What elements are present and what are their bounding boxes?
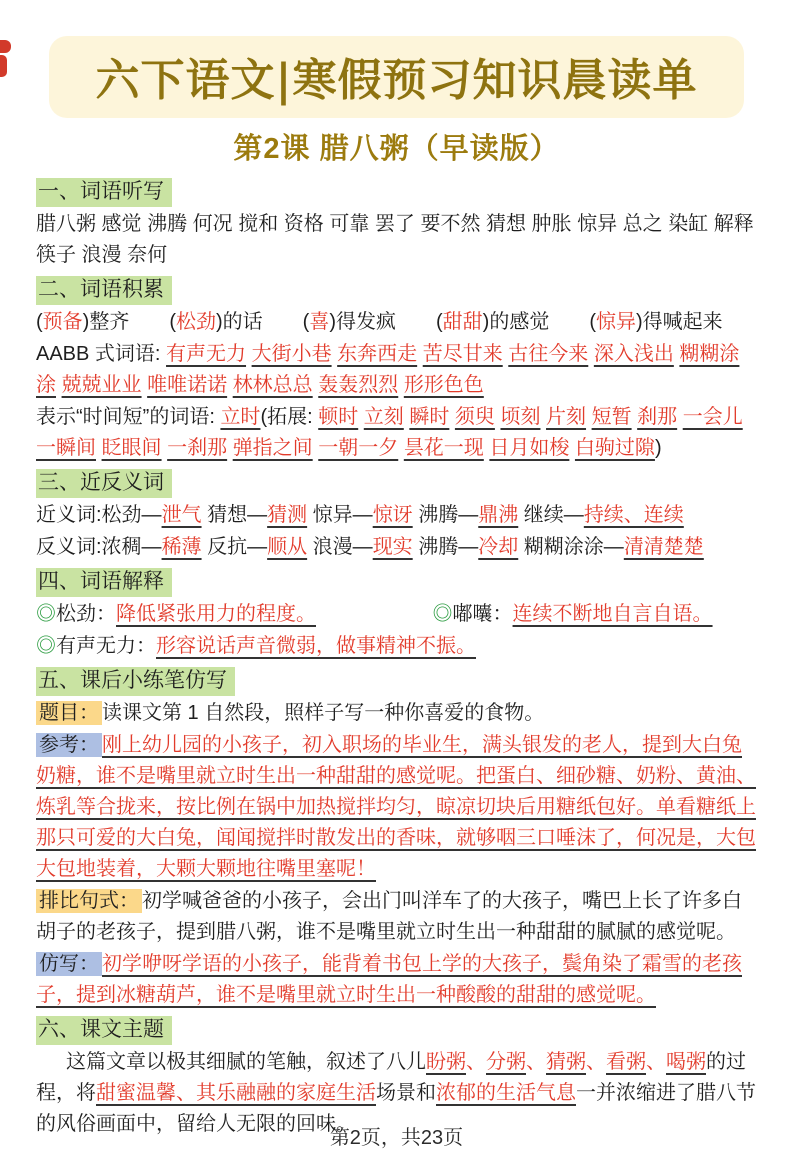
text-run: )得发疯 (: [329, 311, 443, 333]
red-underlined-term: 眨眼间: [101, 437, 162, 459]
red-underlined-term: 立刻: [363, 406, 404, 428]
text-run: 读课文第 1 自然段，照样子写一种你喜爱的食物。: [102, 702, 545, 724]
text-run: 腊八粥 感觉 沸腾 何况 搅和 资格 可靠 罢了 要不然 猜想 肿胀 惊异 总之 染缸 解释 筷子 浪漫 奈何: [36, 213, 754, 266]
red-underlined-term: 稀薄: [161, 536, 202, 558]
red-underlined-term: 白驹过隙: [574, 437, 655, 459]
text-run: 近义词:松劲—: [36, 504, 162, 526]
text-line: [36, 730, 757, 885]
red-text: 惊异: [595, 311, 636, 333]
red-underlined-term: 猜粥: [546, 1051, 586, 1073]
section-writing-practice: [36, 666, 757, 1011]
red-underlined-term: 形形色色: [403, 374, 484, 396]
red-underlined-term: 一会儿: [682, 406, 743, 428]
text-run: ): [654, 437, 662, 459]
text-run: 沸腾—: [412, 504, 479, 526]
section-heading: 五、课后小练笔仿写: [36, 667, 235, 696]
red-underlined-term: 有声无力: [166, 343, 247, 365]
definition-column: [36, 599, 433, 630]
red-underlined-term: 分粥: [486, 1051, 526, 1073]
red-underlined-term: 连续不断地自言自语。: [512, 603, 713, 625]
section-word-dictation: [36, 177, 757, 271]
red-underlined-term: 一瞬间: [36, 437, 96, 459]
red-underlined-term: 林林总总: [232, 374, 313, 396]
text-line: [36, 339, 757, 401]
section-heading: 六、课文主题: [36, 1016, 172, 1045]
label-highlight-blue: 仿写：: [36, 952, 102, 976]
text-line: [36, 698, 757, 729]
text-run: )的感觉 (: [482, 311, 596, 333]
red-text: 喜: [309, 311, 330, 333]
red-underlined-term: 顿时: [318, 406, 359, 428]
text-run: 浪漫—: [307, 536, 373, 558]
red-text: 、: [646, 1051, 666, 1073]
label-highlight-blue: 参考：: [36, 733, 102, 757]
red-underlined-term: 刹那: [637, 406, 678, 428]
red-underlined-term: 苦尽甘来: [422, 343, 503, 365]
section-heading: 二、词语积累: [36, 276, 172, 305]
label-highlight-yellow: 排比句式：: [36, 889, 142, 913]
section-heading-row: [36, 468, 757, 499]
section-heading: 四、词语解释: [36, 568, 172, 597]
text-run: 这篇文章以极其细腻的笔触，叙述了八儿: [66, 1051, 426, 1073]
red-underlined-term: 看粥: [606, 1051, 646, 1073]
text-run: (: [36, 311, 43, 333]
green-circle-bullet-icon: ◎: [36, 635, 56, 657]
red-text: 、: [586, 1051, 606, 1073]
red-underlined-term: 古往今来: [508, 343, 589, 365]
section-synonyms-antonyms: [36, 468, 757, 563]
red-text: 、: [526, 1051, 546, 1073]
text-run: 继续—: [518, 504, 584, 526]
red-underlined-term: 刚上幼儿园的小孩子，初入职场的毕业生，满头银发的老人，提到大白兔奶糖，谁不是嘴里就立时生出一种甜甜的感觉呢。把蛋白、细砂糖、奶粉、黄油、炼乳等合拢来，按比例在锅中加热搅拌均匀，晾凉切块后用糖纸包好。单看糖纸上那只可爱的大白兔，闻闻搅拌时散发出的香味，就够咽三口唾沫了，何况是，大包大包地装着，大颗大颗地往嘴里塞呢！: [36, 734, 756, 880]
text-run: 的过程，将: [36, 1051, 746, 1104]
red-underlined-term: 片刻: [546, 406, 587, 428]
red-underlined-term: 日月如梭: [489, 437, 570, 459]
section-word-explanation: [36, 567, 757, 662]
red-edge-mark: [0, 40, 11, 53]
red-underlined-term: 弹指之间: [232, 437, 313, 459]
two-column-line: [36, 599, 757, 630]
text-run: 场景和: [376, 1082, 436, 1104]
text-run: 反义词:浓稠—: [36, 536, 162, 558]
red-edge-mark: [0, 55, 7, 77]
red-text: 甜甜: [442, 311, 483, 333]
text-run: 沸腾—: [412, 536, 479, 558]
text-run: )得喊起来: [635, 311, 723, 333]
section-heading: 三、近反义词: [36, 469, 172, 498]
document-body: [0, 167, 793, 1140]
text-line: [36, 209, 757, 271]
text-run: 表示“时间短”的词语:: [36, 406, 221, 428]
text-line: [36, 886, 757, 948]
red-underlined-term: 清清楚楚: [623, 536, 704, 558]
red-underlined-term: 大街小巷: [251, 343, 332, 365]
text-line: [36, 949, 757, 1011]
text-run: )整齐 (: [82, 311, 176, 333]
text-run: 松劲：: [56, 603, 116, 625]
red-underlined-term: 立时: [220, 406, 261, 428]
green-circle-bullet-icon: ◎: [432, 603, 453, 625]
lesson-subtitle: 第2课 腊八粥（早读版）: [233, 133, 560, 165]
text-line: [36, 500, 757, 531]
red-underlined-term: 形容说话声音微弱，做事精神不振。: [156, 635, 476, 657]
red-underlined-term: 鼎沸: [478, 504, 519, 526]
red-underlined-term: 轰轰烈烈: [318, 374, 399, 396]
text-run: 糊糊涂涂—: [518, 536, 624, 558]
red-underlined-term: 猜测: [267, 504, 308, 526]
red-text: 预备: [42, 311, 83, 333]
text-line: [36, 402, 757, 464]
red-underlined-term: 糊糊涂涂: [36, 343, 740, 396]
text-run: 一并浓缩进了腊八节的风俗画面中，留给人无限的回味。: [36, 1082, 756, 1135]
green-circle-bullet-icon: ◎: [36, 603, 56, 625]
title-banner: [49, 36, 744, 118]
text-run: 猜想—: [201, 504, 268, 526]
text-run: 惊异—: [307, 504, 373, 526]
text-run: 初学喊爸爸的小孩子，会出门叫洋车了的大孩子，嘴巴上长了许多白胡子的老孩子，提到腊八粥，谁不是嘴里就立时生出一种甜甜的腻腻的感觉呢。: [36, 890, 742, 943]
red-underlined-term: 东奔西走: [337, 343, 418, 365]
red-underlined-term: 盼粥: [426, 1051, 466, 1073]
red-underlined-term: 一刹那: [167, 437, 228, 459]
page-title: 六下语文|寒假预习知识晨读单: [95, 55, 698, 106]
red-underlined-term: 顷刻: [500, 406, 541, 428]
section-heading: 一、词语听写: [36, 178, 172, 207]
section-word-accumulation: [36, 275, 757, 464]
red-underlined-term: 昙花一现: [403, 437, 484, 459]
red-underlined-term: 降低紧张用力的程度。: [116, 603, 316, 625]
text-line: [36, 631, 757, 662]
red-underlined-term: 须臾: [454, 406, 495, 428]
text-run: 有声无力：: [56, 635, 156, 657]
red-underlined-term: 惊讶: [372, 504, 413, 526]
section-heading-row: [36, 1015, 757, 1046]
text-run: (拓展:: [260, 406, 319, 428]
red-underlined-term: 初学咿呀学语的小孩子，能背着书包上学的大孩子，鬓角染了霜雪的老孩子，提到冰糖葫芦，谁不是嘴里就立时生出一种酸酸的甜甜的感觉呢。: [36, 953, 742, 1006]
text-line: [36, 307, 757, 338]
section-heading-row: [36, 275, 757, 306]
text-line: [36, 532, 757, 563]
label-highlight-yellow: 题目：: [36, 701, 102, 725]
definition-column: [433, 599, 757, 630]
red-underlined-term: 冷却: [478, 536, 519, 558]
text-run: 反抗—: [201, 536, 268, 558]
red-underlined-term: 深入浅出: [593, 343, 674, 365]
text-run: )的话 (: [216, 311, 310, 333]
section-heading-row: [36, 177, 757, 208]
red-underlined-term: 瞬时: [409, 406, 450, 428]
red-text: 、: [466, 1051, 486, 1073]
text-run: AABB 式词语:: [36, 343, 167, 365]
red-underlined-term: 喝粥: [666, 1051, 706, 1073]
red-underlined-term: 泄气: [161, 504, 202, 526]
red-underlined-term: 唯唯诺诺: [147, 374, 228, 396]
red-underlined-term: 持续、连续: [583, 504, 684, 526]
red-underlined-term: 甜蜜温馨、其乐融融的家庭生活: [96, 1082, 376, 1104]
red-underlined-term: 顺从: [267, 536, 308, 558]
red-underlined-term: 现实: [372, 536, 413, 558]
page-number: 第2页，共23页: [329, 1127, 464, 1149]
red-underlined-term: 浓郁的生活气息: [436, 1082, 576, 1104]
red-underlined-term: 兢兢业业: [61, 374, 142, 396]
section-heading-row: [36, 567, 757, 598]
red-underlined-term: 短暂: [591, 406, 632, 428]
red-underlined-term: 一朝一夕: [318, 437, 399, 459]
text-run: 嘟囔：: [452, 603, 513, 625]
section-heading-row: [36, 666, 757, 697]
red-text: 松劲: [176, 311, 216, 333]
